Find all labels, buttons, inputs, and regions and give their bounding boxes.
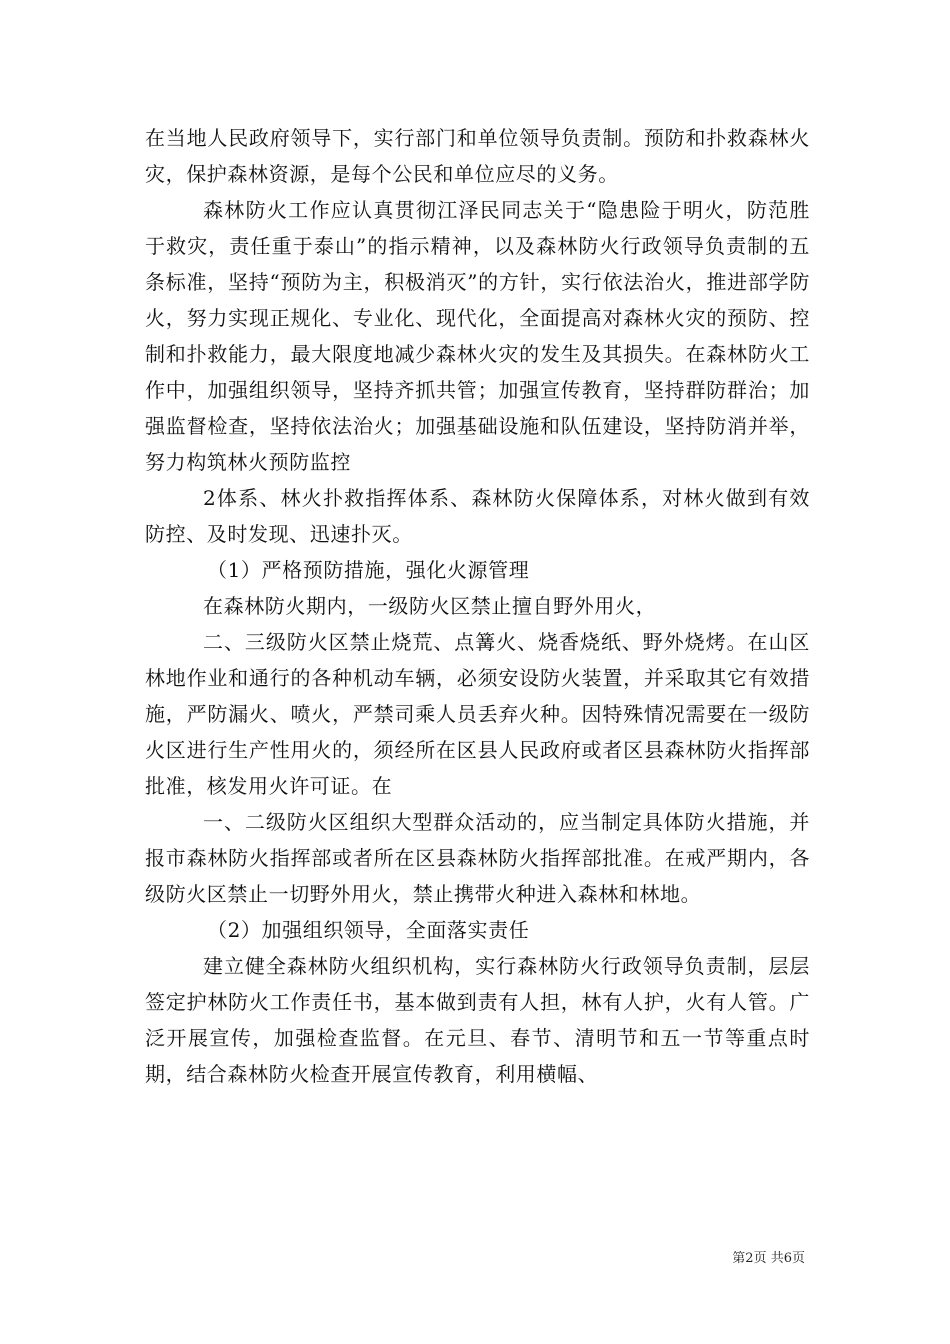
page-footer (732, 1247, 805, 1266)
subheading-1: （1）严格预防措施，强化火源管理 (207, 558, 530, 582)
paragraph-2: 森林防火工作应认真贯彻江泽民同志关于“隐患险于明火，防范胜于救灾，责任重于泰山”的指示精神，以及森林防火行政领导负责制的五条标准，坚持“预防为主，积极消灭”的方针，实行依法治火，推进部学防火，努力实现正规化、专业化、现代化，全面提高对森林火灾的预防、控制和扑救能力，最大限度地减少森林火灾的发生及其损失。在森林防火工作中，加强组织领导，坚持齐抓共管；加强宣传教育，坚持群防群治；加强监督检查，坚持依法治火；加强基础设施和队伍建设，坚持防消并举，努力构筑林火预防监控 (145, 198, 810, 474)
paragraph-6: 一、二级防火区组织大型群众活动的，应当制定具体防火措施，并报市森林防火指挥部或者所在区县森林防火指挥部批准。在戒严期内，各级防火区禁止一切野外用火，禁止携带火种进入森林和林地。 (145, 810, 810, 906)
paragraph-4: 在森林防火期内，一级防火区禁止擅自野外用火， (203, 594, 657, 618)
footer-current-page: 2 (745, 1251, 754, 1266)
footer-total-pages: 6 (783, 1251, 792, 1266)
footer-suffix: 页 (791, 1251, 805, 1266)
footer-middle: 页 共 (753, 1251, 784, 1266)
footer-prefix: 第 (732, 1251, 746, 1266)
subheading-2: （2）加强组织领导，全面落实责任 (207, 918, 530, 942)
paragraph-1: 在当地人民政府领导下，实行部门和单位领导负责制。预防和扑救森林火灾，保护森林资源，是每个公民和单位应尽的义务。 (145, 126, 810, 186)
paragraph-3: 2体系、林火扑救指挥体系、森林防火保障体系，对林火做到有效防控、及时发现、迅速扑灭。 (145, 486, 810, 546)
paragraph-7: 建立健全森林防火组织机构，实行森林防火行政领导负责制，层层签定护林防火工作责任书，基本做到责有人担，林有人护，火有人管。广泛开展宣传，加强检查监督。在元旦、春节、清明节和五一节等重点时期，结合森林防火检查开展宣传教育，利用横幅、 (145, 954, 810, 1086)
paragraph-5: 二、三级防火区禁止烧荒、点篝火、烧香烧纸、野外烧烤。在山区林地作业和通行的各种机动车辆，必须安设防火装置，并采取其它有效措施，严防漏火、喷火，严禁司乘人员丢弃火种。因特殊情况需要在一级防火区进行生产性用火的，须经所在区县人民政府或者区县森林防火指挥部批准，核发用火许可证。在 (145, 630, 810, 798)
document-body (145, 120, 810, 1092)
